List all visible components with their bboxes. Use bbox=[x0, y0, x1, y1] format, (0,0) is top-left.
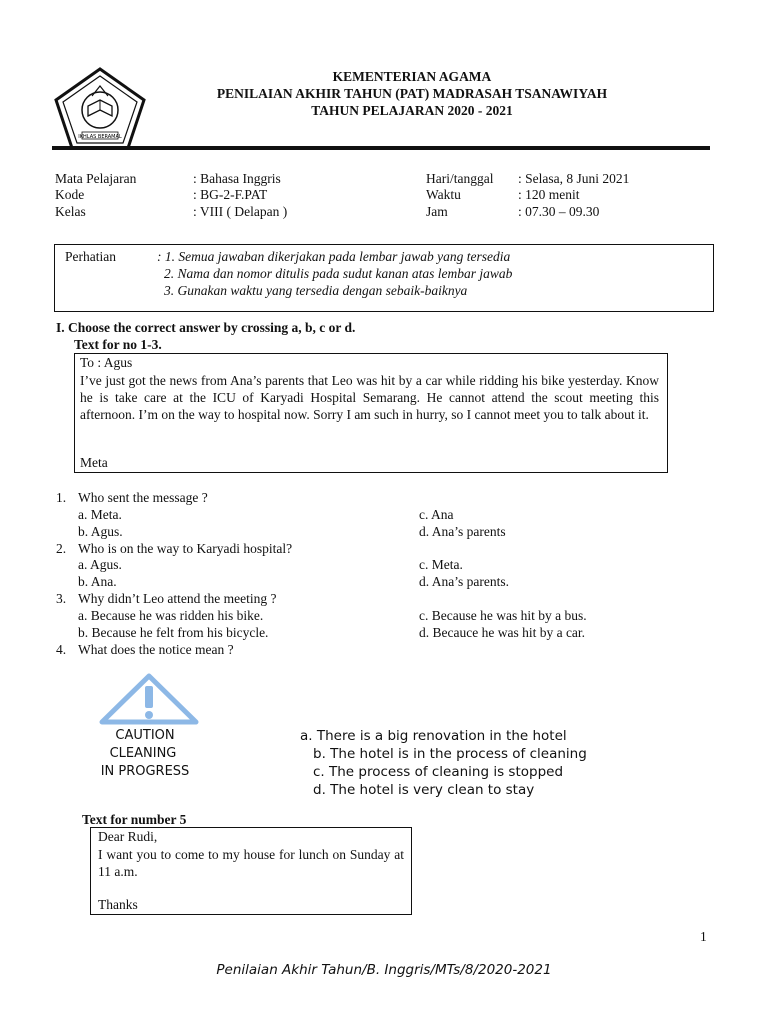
info-value-time: : 120 menit bbox=[518, 187, 580, 202]
question-number: 3. bbox=[56, 591, 67, 606]
question-text: Who sent the message ? bbox=[78, 490, 208, 505]
info-value-code: : BG-2-F.PAT bbox=[193, 187, 268, 202]
info-label-hours: Jam bbox=[426, 204, 448, 219]
header-line-3: TAHUN PELAJARAN 2020 - 2021 bbox=[311, 103, 513, 118]
sign-text-caution: CAUTION bbox=[115, 728, 175, 743]
question-number: 2. bbox=[56, 541, 67, 556]
sign-text-cleaning: CLEANING bbox=[109, 746, 177, 761]
option-c: c. Because he was hit by a bus. bbox=[419, 608, 587, 623]
q4-option-a: a. There is a big renovation in the hotel bbox=[300, 728, 567, 744]
text-5-body: I want you to come to my house for lunch on Sunday at 11 a.m. bbox=[98, 847, 404, 879]
text-1-label: Text for no 1-3. bbox=[74, 337, 162, 352]
option-a: a. Agus. bbox=[78, 557, 122, 572]
option-a: a. Because he was ridden his bike. bbox=[78, 608, 264, 623]
text-5-greeting: Dear Rudi, bbox=[98, 829, 158, 844]
info-value-class: : VIII ( Delapan ) bbox=[193, 204, 288, 219]
info-value-subject: : Bahasa Inggris bbox=[193, 171, 281, 186]
option-d: d. Becauce he was hit by a car. bbox=[419, 625, 586, 640]
option-c: c. Meta. bbox=[419, 557, 463, 572]
option-b: b. Because he felt from his bicycle. bbox=[78, 625, 269, 640]
question-number: 4. bbox=[56, 642, 67, 657]
info-label-class: Kelas bbox=[55, 204, 86, 219]
option-a: a. Meta. bbox=[78, 507, 122, 522]
text-5-label: Text for number 5 bbox=[82, 812, 187, 827]
warning-triangle-icon bbox=[96, 670, 202, 728]
header-line-1: KEMENTERIAN AGAMA bbox=[332, 69, 492, 84]
text-1-body: I’ve just got the news from Ana’s parents that Leo was hit by a car while ridding his bike yesterday. Know he is take care at the ICU of Karyadi Hospital Semarang. He cannot attend the scout meeting this afternoon. I’m on the way to hospital now. Sorry I am such in hurry, so I cannot meet you to talk about it. bbox=[80, 373, 659, 422]
header-rule bbox=[52, 146, 710, 150]
q4-option-c: c. The process of cleaning is stopped bbox=[313, 764, 564, 780]
attention-label: Perhatian bbox=[65, 249, 116, 264]
info-label-subject: Mata Pelajaran bbox=[55, 171, 137, 186]
attention-item-2: 2. Nama dan nomor ditulis pada sudut kanan atas lembar jawab bbox=[164, 266, 513, 281]
attention-item-1: : 1. Semua jawaban dikerjakan pada lembar jawab yang tersedia bbox=[157, 249, 511, 264]
question-text: Why didn’t Leo attend the meeting ? bbox=[78, 591, 277, 606]
option-c: c. Ana bbox=[419, 507, 454, 522]
option-d: d. Ana’s parents bbox=[419, 524, 506, 539]
header-line-2: PENILAIAN AKHIR TAHUN (PAT) MADRASAH TSANAWIYAH bbox=[216, 86, 608, 101]
sign-text-progress: IN PROGRESS bbox=[100, 764, 190, 779]
text-1-sign: Meta bbox=[80, 455, 108, 470]
svg-text:IKHLAS BERAMAL: IKHLAS BERAMAL bbox=[78, 134, 122, 140]
section-heading: I. Choose the correct answer by crossing a, b, c or d. bbox=[56, 320, 356, 335]
ministry-logo bbox=[52, 66, 148, 150]
option-d: d. Ana’s parents. bbox=[419, 574, 509, 589]
info-label-time: Waktu bbox=[426, 187, 461, 202]
info-value-hours: : 07.30 – 09.30 bbox=[518, 204, 600, 219]
option-b: b. Ana. bbox=[78, 574, 117, 589]
q4-option-b: b. The hotel is in the process of cleaning bbox=[313, 746, 587, 762]
info-value-date: : Selasa, 8 Juni 2021 bbox=[518, 171, 630, 186]
question-number: 1. bbox=[56, 490, 67, 505]
question-text: Who is on the way to Karyadi hospital? bbox=[78, 541, 293, 556]
question-text: What does the notice mean ? bbox=[78, 642, 234, 657]
info-label-code: Kode bbox=[55, 187, 85, 202]
info-label-date: Hari/tanggal bbox=[426, 171, 494, 186]
page-number: 1 bbox=[700, 929, 707, 944]
q4-option-d: d. The hotel is very clean to stay bbox=[313, 782, 535, 798]
footer-text: Penilaian Akhir Tahun/B. Inggris/MTs/8/2020-2021 bbox=[216, 962, 552, 978]
attention-item-3: 3. Gunakan waktu yang tersedia dengan sebaik-baiknya bbox=[164, 283, 468, 298]
text-5-closing: Thanks bbox=[98, 897, 138, 912]
text-1-to: To : Agus bbox=[80, 355, 133, 370]
option-b: b. Agus. bbox=[78, 524, 123, 539]
